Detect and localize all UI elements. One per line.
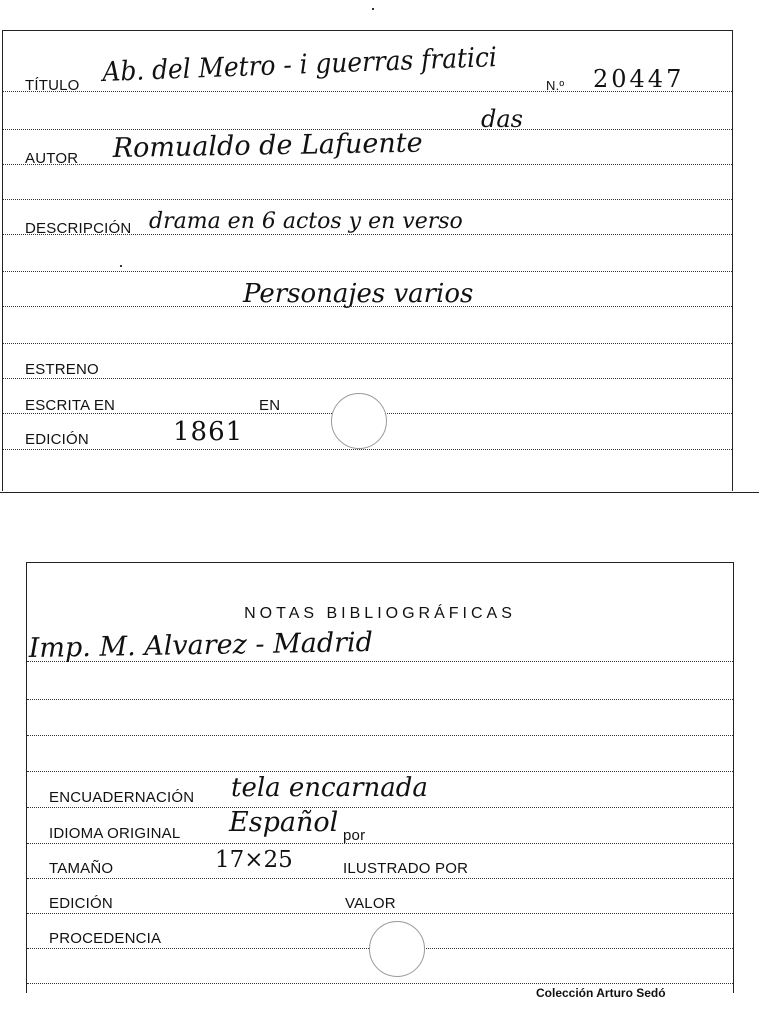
ilustrado-label: ILUSTRADO POR: [343, 860, 469, 877]
encuadernacion-value: tela encarnada: [231, 773, 428, 803]
ruled-line: [3, 164, 732, 165]
titulo-suffix: das: [481, 105, 523, 133]
ruled-line: [3, 343, 732, 344]
estreno-label: ESTRENO: [25, 361, 99, 378]
en-label: EN: [259, 397, 281, 414]
edicion-label: EDICIÓN: [25, 431, 89, 448]
descripcion-label: DESCRIPCIÓN: [25, 220, 132, 237]
idioma-value: Español: [229, 807, 339, 838]
ruled-line: [27, 878, 733, 879]
numero-label: N.º: [546, 78, 565, 93]
autor-value: Romualdo de Lafuente: [112, 127, 423, 164]
ruled-line: [27, 699, 733, 700]
encuadernacion-label: ENCUADERNACIÓN: [49, 789, 195, 806]
ruled-line: [27, 913, 733, 914]
escrita-en-label: ESCRITA EN: [25, 397, 116, 414]
notas-heading: NOTAS BIBLIOGRÁFICAS: [244, 605, 516, 622]
idioma-label: IDIOMA ORIGINAL: [49, 825, 181, 842]
scan-speck: [120, 265, 122, 267]
ruled-line: [27, 807, 733, 808]
edicion-value: 1861: [173, 417, 244, 447]
procedencia-label: PROCEDENCIA: [49, 930, 162, 947]
ruled-line: [3, 199, 732, 200]
tamano-label: TAMAÑO: [49, 860, 114, 877]
ruled-line: [27, 843, 733, 844]
personajes-value: Personajes varios: [243, 279, 474, 309]
ruled-line: [27, 983, 733, 984]
punch-hole: [369, 921, 425, 977]
ruled-line: [3, 378, 732, 379]
titulo-value: Ab. del Metro - i guerras fratici: [102, 42, 498, 88]
autor-label: AUTOR: [25, 150, 79, 167]
edicion-label-bottom: EDICIÓN: [49, 895, 113, 912]
ruled-line: [3, 271, 732, 272]
catalog-card-front: [2, 30, 733, 491]
tamano-value: 17×25: [215, 847, 293, 873]
ruled-line: [27, 771, 733, 772]
catalog-card-back: [26, 562, 734, 993]
por-label: por: [343, 827, 366, 844]
card-separator: [0, 492, 759, 493]
numero-value: 20447: [593, 65, 685, 93]
valor-label: VALOR: [345, 895, 396, 912]
titulo-label: TÍTULO: [25, 77, 80, 94]
ruled-line: [27, 735, 733, 736]
ruled-line: [3, 449, 732, 450]
descripcion-value: drama en 6 actos y en verso: [149, 209, 463, 234]
collection-credit: Colección Arturo Sedó: [536, 986, 666, 1000]
scan-speck: [372, 8, 374, 10]
punch-hole: [331, 393, 387, 449]
imprenta-value: Imp. M. Alvarez - Madrid: [28, 626, 374, 664]
